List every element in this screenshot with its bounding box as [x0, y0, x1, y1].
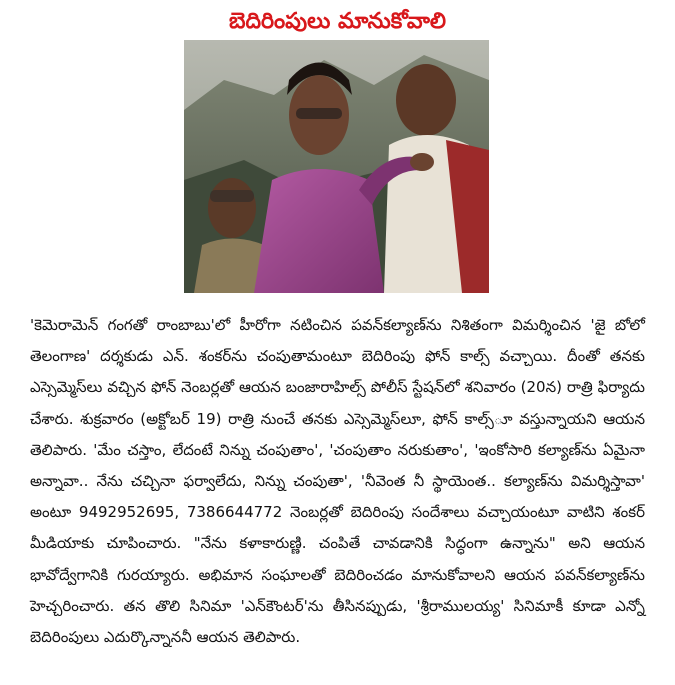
article-body: [30, 310, 645, 653]
article-headline: బెదిరింపులు మానుకోవాలి: [228, 9, 447, 34]
article-paragraph: 'కెమెరామెన్ గంగతో రాంబాబు'లో హీరోగా నటించిన పవన్‌కల్యాణ్‌ను నిశితంగా విమర్శించిన 'జై బోలో తెలంగాణ' దర్శకుడు ఎన్. శంకర్‌ను చంపుతామంటూ బెదిరింపు ఫోన్ కాల్స్ వచ్చాయి. దీంతో తనకు ఎస్సెమ్మెస్‌లు వచ్చిన ఫోన్ నెంబర్లతో ఆయన బంజారాహిల్స్ పోలీస్ స్టేషన్‌లో శనివారం (20న) రాత్రి ఫిర్యాదు చేశారు. శుక్రవారం (అక్టోబర్ 19) రాత్రి నుంచే తనకు ఎస్సెమ్మెస్‌లూ, ఫోన్ కాల్స్‌ూ వస్తున్నాయని ఆయన తెలిపారు. 'మేం చస్తాం, లేదంటే నిన్ను చంపుతాం', 'చంపుతాం నరుకుతాం', 'ఇంకోసారి కల్యాణ్‌ను ఏమైనా అన్నావా.. నేను చచ్చినా ఫర్వాలేదు, నిన్ను చంపుతా', 'నీవెంత నీ స్థాయెంత.. కల్యాణ్‌ను విమర్శిస్తావా' అంటూ 9492952695, 7386644772 నెంబర్లతో బెదిరింపు సందేశాలు వచ్చాయంటూ వాటిని శంకర్ మీడియాకు చూపించారు. "నేను కళాకారుణ్ణి. చంపితే చావడానికి సిద్ధంగా ఉన్నాను" అని ఆయన భావోద్వేగానికి గురయ్యారు. అభిమాన సంఘాలతో బెదిరించడం మానుకోవాలని ఆయన పవన్‌కల్యాణ్‌ను హెచ్చరించారు. తన తొలి సినిమా 'ఎన్‌కౌంటర్'ను తీసినప్పుడు, 'శ్రీరాములయ్య' సినిమాకీ కూడా ఎన్నో బెదిరింపులు ఎదుర్కొన్నాననీ ఆయన తెలిపారు.: [30, 316, 645, 647]
news-photo: [184, 40, 489, 293]
